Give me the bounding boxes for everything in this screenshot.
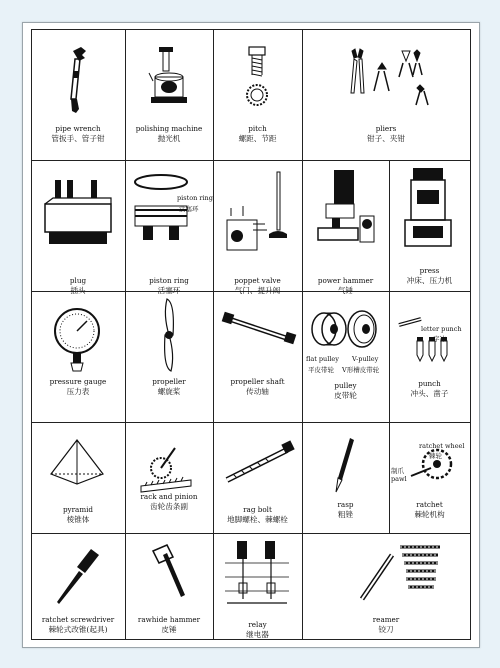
cell-ratchet-screwdriver xyxy=(31,533,125,640)
caption-zh: 冲头、凿子 xyxy=(410,389,449,398)
pitch-icon xyxy=(213,29,302,119)
cell-rasp xyxy=(302,422,389,533)
caption-zh: 齿轮齿条副 xyxy=(150,502,188,511)
piston-ring-icon xyxy=(125,160,213,270)
caption-en: ratchet screwdriver xyxy=(41,615,115,624)
pliers-icon xyxy=(302,29,470,119)
cell-pulley xyxy=(302,291,389,422)
caption-zh: 抛光机 xyxy=(157,134,181,143)
caption-en: poppet valve xyxy=(234,276,281,285)
caption-zh: 插头 xyxy=(70,286,86,295)
dictionary-sheet xyxy=(22,22,480,648)
tag-en: piston ring xyxy=(177,194,213,202)
caption-zh: 气门、提升阀 xyxy=(234,286,281,295)
rawhide-hammer-icon xyxy=(125,533,213,613)
caption-zh: 传动轴 xyxy=(246,387,269,396)
caption-en: press xyxy=(419,266,440,275)
caption-en: propeller shaft xyxy=(230,377,285,386)
cell-reamer xyxy=(302,533,470,640)
ratchet-screwdriver-icon xyxy=(31,533,125,613)
polishing-machine-icon xyxy=(125,29,213,119)
cell-polishing-machine xyxy=(125,29,213,160)
cell-pressure-gauge xyxy=(31,291,125,422)
pyramid-icon xyxy=(31,422,125,502)
cell-pipe-wrench xyxy=(31,29,125,160)
reamer-icon xyxy=(302,533,470,613)
caption-en: reamer xyxy=(372,615,400,624)
caption-zh: 棱锥体 xyxy=(66,515,90,524)
pressure-gauge-icon xyxy=(31,291,125,391)
caption-en: relay xyxy=(248,620,267,629)
caption-en: punch xyxy=(418,379,441,388)
caption-en: rag bolt xyxy=(243,505,272,514)
rasp-icon xyxy=(302,422,389,502)
cell-rawhide-hammer xyxy=(125,533,213,640)
cell-ratchet xyxy=(389,422,470,533)
punch-icon xyxy=(389,291,470,381)
relay-icon xyxy=(213,533,302,619)
caption-en: power hammer xyxy=(317,276,374,285)
propeller-icon xyxy=(125,291,213,391)
caption-zh: 皮带轮 xyxy=(334,391,357,400)
cell-rag-bolt xyxy=(213,422,302,533)
tag-pawl-zh: 制爪 xyxy=(391,467,404,475)
caption-en: piston ring xyxy=(149,276,189,285)
tag-ratchet-wheel-zh: 棘轮 xyxy=(429,452,442,460)
cell-pyramid xyxy=(31,422,125,533)
cell-plug xyxy=(31,160,125,295)
cell-rack-and-pinion xyxy=(125,422,213,533)
pulley-icon xyxy=(302,291,389,361)
cell-pitch xyxy=(213,29,302,160)
caption-zh: 活塞环 xyxy=(157,286,181,295)
caption-zh: 铰刀 xyxy=(378,625,394,634)
caption-en: pliers xyxy=(375,124,397,133)
cell-pliers xyxy=(302,29,470,160)
cell-press xyxy=(389,160,470,291)
tag-pawl: pawl xyxy=(391,475,407,483)
caption-zh: 压力表 xyxy=(66,387,90,396)
caption-en: pressure gauge xyxy=(49,377,107,386)
illustration-grid xyxy=(31,29,471,640)
power-hammer-icon xyxy=(302,160,389,270)
tag-zh: 活塞环 xyxy=(179,205,199,213)
tag-flat-pulley-zh: 平皮带轮 xyxy=(308,366,334,374)
propeller-shaft-icon xyxy=(213,291,302,391)
pipe-wrench-icon xyxy=(31,29,125,119)
tag-v-pulley: V-pulley xyxy=(352,355,379,363)
tag-letter-punch: letter punch xyxy=(421,325,462,333)
press-icon xyxy=(389,160,470,270)
caption-zh: 棘轮式改锥(起具) xyxy=(48,625,108,634)
tag-ratchet-wheel: ratchet wheel xyxy=(419,442,465,450)
caption-en: propeller xyxy=(152,377,186,386)
tag-v-pulley-zh: V形槽皮带轮 xyxy=(342,366,380,374)
caption-zh: 气锤 xyxy=(337,286,354,295)
caption-zh: 螺距、节距 xyxy=(238,134,277,143)
plug-icon xyxy=(31,160,125,270)
caption-en: pulley xyxy=(334,381,357,390)
tag-flat-pulley: flat pulley xyxy=(306,355,339,363)
caption-en: rack and pinion xyxy=(140,492,198,501)
caption-zh: 粗锉 xyxy=(337,510,354,519)
caption-zh: 螺旋桨 xyxy=(157,387,181,396)
caption-zh: 管扳手、管子钳 xyxy=(51,134,105,143)
rack-and-pinion-icon xyxy=(125,422,213,502)
caption-en: rawhide hammer xyxy=(137,615,201,624)
caption-en: rasp xyxy=(337,500,354,509)
cell-relay xyxy=(213,533,302,640)
tag-letter-punch-zh: 字冲 xyxy=(433,335,446,343)
caption-zh: 冲床、压力机 xyxy=(406,276,453,285)
caption-zh: 继电器 xyxy=(246,630,269,639)
cell-poppet-valve xyxy=(213,160,302,295)
poppet-valve-icon xyxy=(213,160,302,270)
cell-piston-ring xyxy=(125,160,213,295)
caption-zh: 皮锤 xyxy=(161,625,177,634)
caption-en: plug xyxy=(69,276,87,285)
caption-en: ratchet xyxy=(416,500,443,509)
cell-propeller-shaft xyxy=(213,291,302,422)
caption-en: pyramid xyxy=(62,505,94,514)
caption-zh: 钳子、夹钳 xyxy=(367,134,405,143)
caption-zh: 棘轮机构 xyxy=(414,510,445,519)
cell-power-hammer xyxy=(302,160,389,295)
cell-punch xyxy=(389,291,470,422)
caption-en: pitch xyxy=(248,124,267,133)
caption-en: polishing machine xyxy=(135,124,203,133)
rag-bolt-icon xyxy=(213,422,302,502)
caption-zh: 地脚螺栓、棘螺栓 xyxy=(227,515,288,524)
cell-propeller xyxy=(125,291,213,422)
caption-en: pipe wrench xyxy=(55,124,101,133)
ratchet-icon xyxy=(389,422,470,502)
grid-line xyxy=(470,29,471,640)
